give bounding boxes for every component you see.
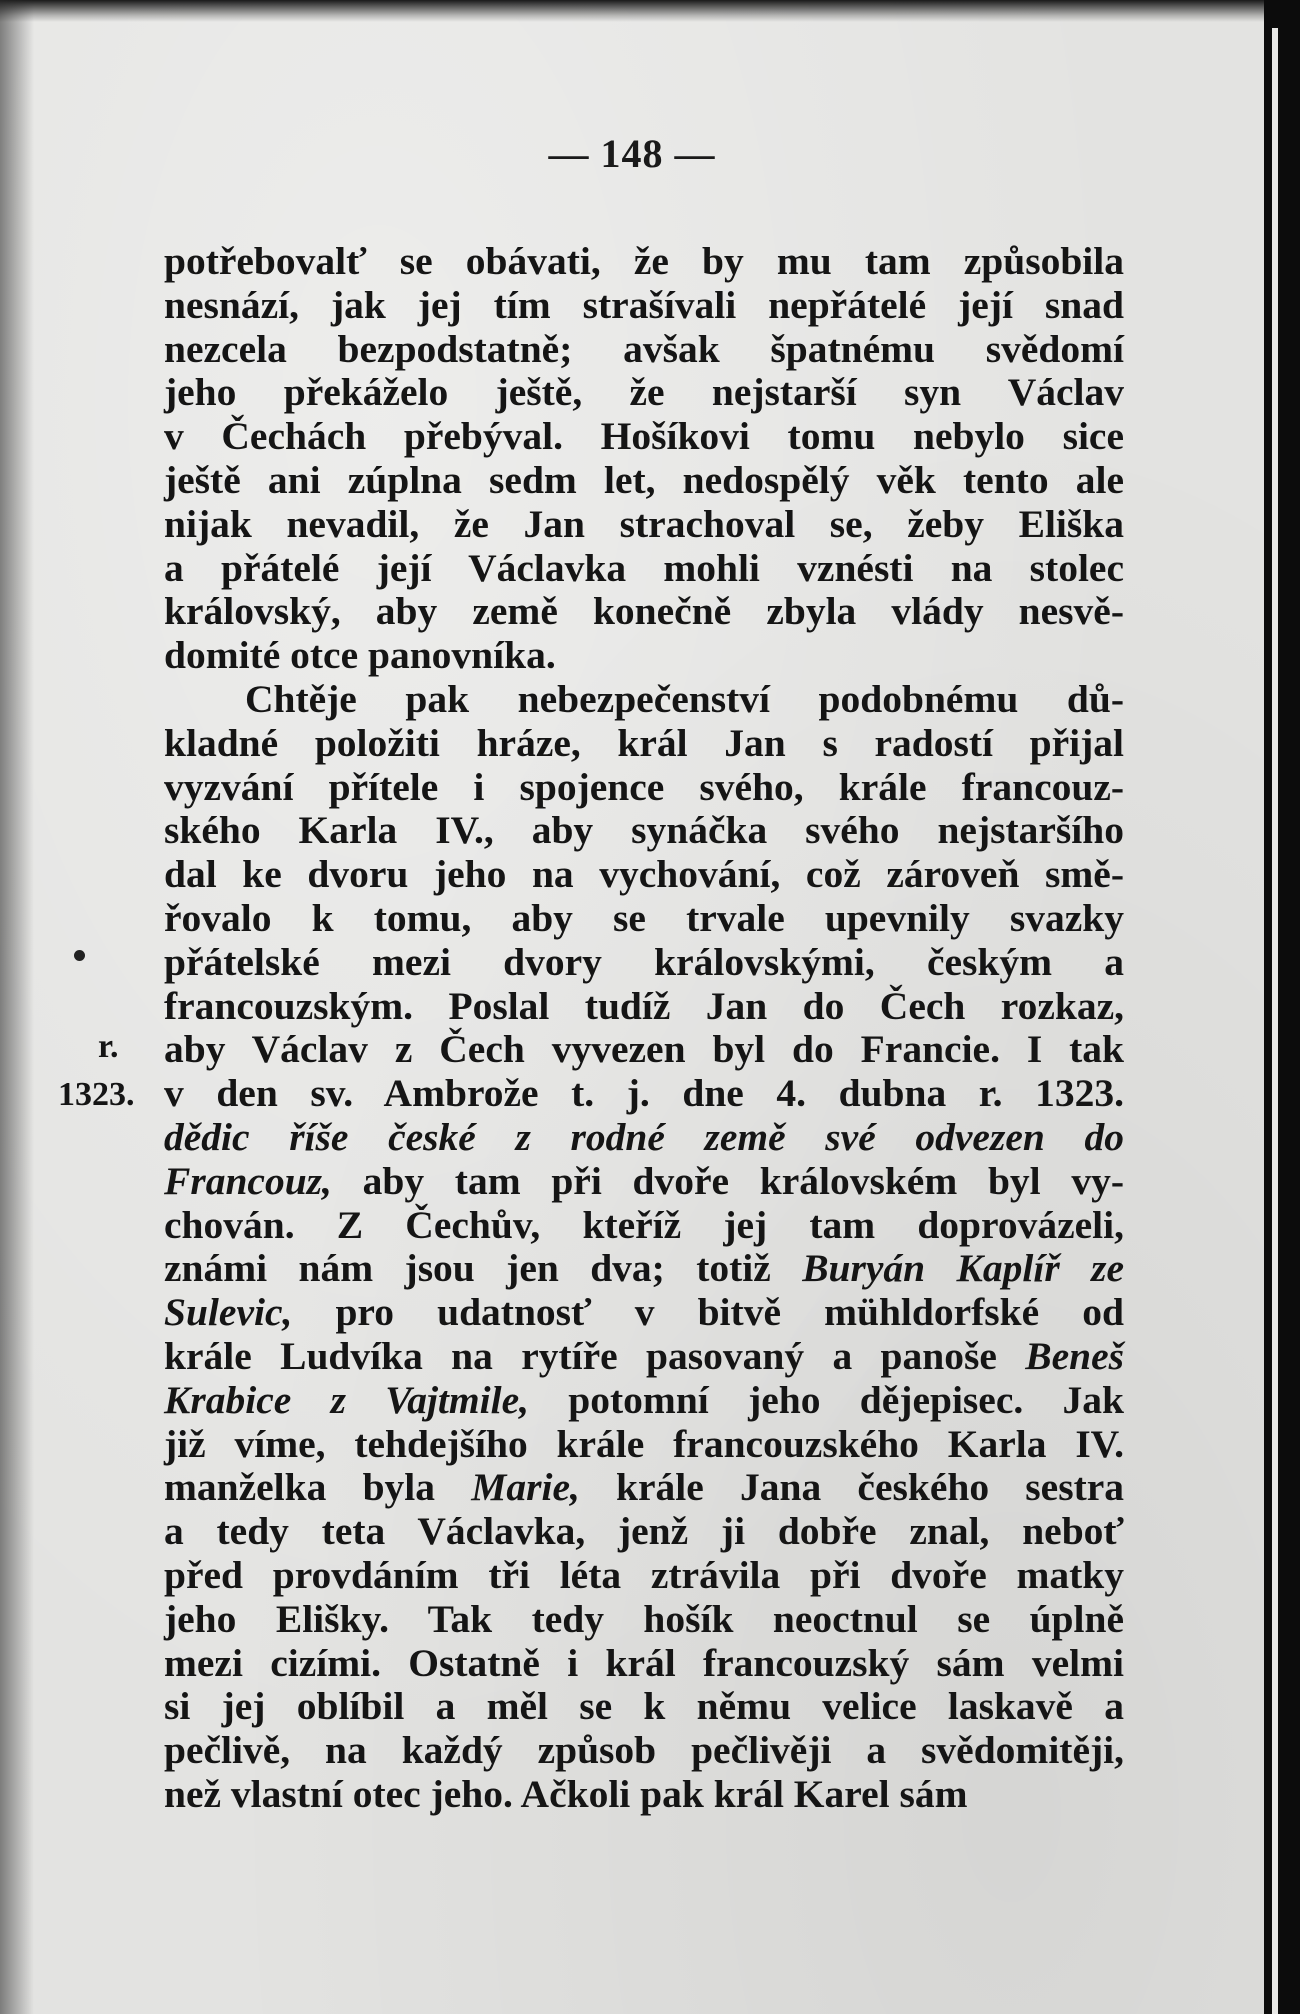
text-run: známi nám jsou jen dva; totiž (164, 1246, 803, 1291)
text-line (164, 985, 1124, 1029)
text-line (164, 1729, 1124, 1773)
text-line (164, 371, 1124, 415)
text-run: jeho překáželo ještě, že nejstarší syn Václav (164, 370, 1124, 415)
text-line (164, 1466, 1124, 1510)
margin-note-year-prefix: r. (98, 1028, 119, 1065)
text-line (164, 1116, 1124, 1160)
text-line (164, 1291, 1124, 1335)
text-line (164, 1160, 1124, 1204)
text-line (164, 1554, 1124, 1598)
text-line (164, 1773, 1124, 1817)
text-line (164, 809, 1124, 853)
text-run: aby Václav z Čech vyvezen byl do Francie. I tak (164, 1027, 1124, 1072)
text-line (164, 1510, 1124, 1554)
text-run: chován. Z Čechův, kteříž jej tam doprovázeli, (164, 1202, 1124, 1247)
text-line (164, 1247, 1124, 1291)
text-run: nijak nevadil, že Jan strachoval se, žeby Eliška (164, 501, 1124, 546)
text-run: a tedy teta Václavka, jenž ji dobře znal, neboť (164, 1509, 1124, 1554)
text-run: francouzským. Poslal tudíž Jan do Čech rozkaz, (164, 983, 1124, 1028)
page-number: — 148 — (548, 131, 716, 176)
margin-note-year: 1323. (58, 1076, 135, 1113)
text-line (164, 1335, 1124, 1379)
text-run: již víme, tehdejšího krále francouzského Karla IV. (164, 1421, 1124, 1466)
italic-text-run: Beneš (1025, 1333, 1124, 1378)
text-line (164, 328, 1124, 372)
scan-right-rule (1272, 28, 1278, 2014)
text-run: si jej oblíbil a měl se k němu velice laskavě a (164, 1684, 1124, 1729)
text-line (164, 634, 1124, 678)
text-run: manželka byla (164, 1465, 472, 1510)
text-line (164, 1379, 1124, 1423)
text-run: řovalo k tomu, aby se trvale upevnily svazky (164, 895, 1124, 940)
text-run: ského Karla IV., aby synáčka svého nejstaršího (164, 808, 1124, 853)
text-run: ještě ani zúplna sedm let, nedospělý věk tento ale (164, 457, 1124, 502)
italic-text-run: Krabice z Vajtmile, (164, 1377, 529, 1422)
text-run: nesnází, jak jej tím strašívali nepřátelé její snad (164, 282, 1124, 327)
text-line (164, 1642, 1124, 1686)
text-run: dal ke dvoru jeho na vychování, což zároveň smě- (164, 852, 1124, 897)
text-line (164, 678, 1124, 722)
text-run: nezcela bezpodstatně; avšak špatnému svědomí (164, 326, 1124, 371)
text-run: pro udatnosť v bitvě mühldorfské od (292, 1290, 1124, 1335)
text-line (164, 459, 1124, 503)
text-run: v Čechách přebýval. Hošíkovi tomu nebylo sice (164, 414, 1124, 459)
text-run: krále Jana českého sestra (579, 1465, 1125, 1510)
italic-text-run: Marie, (471, 1465, 580, 1510)
italic-text-run: dědic říše české z rodné země své odvezen do (164, 1114, 1124, 1159)
text-line (164, 240, 1124, 284)
text-line (164, 897, 1124, 941)
margin-dot-mark (74, 950, 85, 961)
text-line (164, 853, 1124, 897)
text-run: pečlivě, na každý způsob pečlivěji a svědomitěji, (164, 1728, 1124, 1773)
text-line (164, 1204, 1124, 1248)
text-line (164, 941, 1124, 985)
italic-text-run: Buryán Kaplíř ze (802, 1246, 1124, 1291)
italic-text-run: Sulevic, (164, 1290, 293, 1335)
text-run: aby tam při dvoře královském byl vy- (331, 1158, 1124, 1203)
scan-left-edge (0, 0, 34, 2014)
text-line (164, 1598, 1124, 1642)
text-line (164, 415, 1124, 459)
text-run: jeho Elišky. Tak tedy hošík neoctnul se úplně (164, 1596, 1124, 1641)
text-run: domité otce panovníka. (164, 633, 556, 678)
text-line (164, 1685, 1124, 1729)
text-line (164, 503, 1124, 547)
text-run: vyzvání přítele i spojence svého, krále francouz- (164, 764, 1124, 809)
text-run: kladné položiti hráze, král Jan s radostí přijal (164, 720, 1124, 765)
text-run: v den sv. Ambrože t. j. dne 4. dubna r. 1323. (164, 1071, 1124, 1116)
text-run: potřebovalť se obávati, že by mu tam způsobila (164, 239, 1124, 283)
text-line (164, 1072, 1124, 1116)
text-line (164, 766, 1124, 810)
text-line (164, 284, 1124, 328)
text-run: než vlastní otec jeho. Ačkoli pak král Karel sám (164, 1771, 968, 1816)
text-line (164, 722, 1124, 766)
text-run: krále Ludvíka na rytíře pasovaný a panoše (164, 1333, 1026, 1378)
text-line (164, 547, 1124, 591)
body-text (164, 240, 1124, 1817)
text-line (164, 590, 1124, 634)
text-line (164, 1423, 1124, 1467)
text-run: před provdáním tři léta ztrávila při dvoře matky (164, 1552, 1124, 1597)
text-run: potomní jeho dějepisec. Jak (529, 1377, 1125, 1422)
text-run: mezi cizími. Ostatně i král francouzský sám velmi (164, 1640, 1124, 1685)
text-run: Chtěje pak nebezpečenství podobnému dů- (244, 676, 1124, 721)
scan-top-edge (0, 0, 1264, 22)
text-run: a přátelé její Václavka mohli vznésti na stolec (164, 545, 1124, 590)
text-run: přátelské mezi dvory královskými, českým a (164, 939, 1124, 984)
text-run: královský, aby země konečně zbyla vlády nesvě- (164, 589, 1124, 634)
text-line (164, 1028, 1124, 1072)
italic-text-run: Francouz, (164, 1158, 332, 1203)
